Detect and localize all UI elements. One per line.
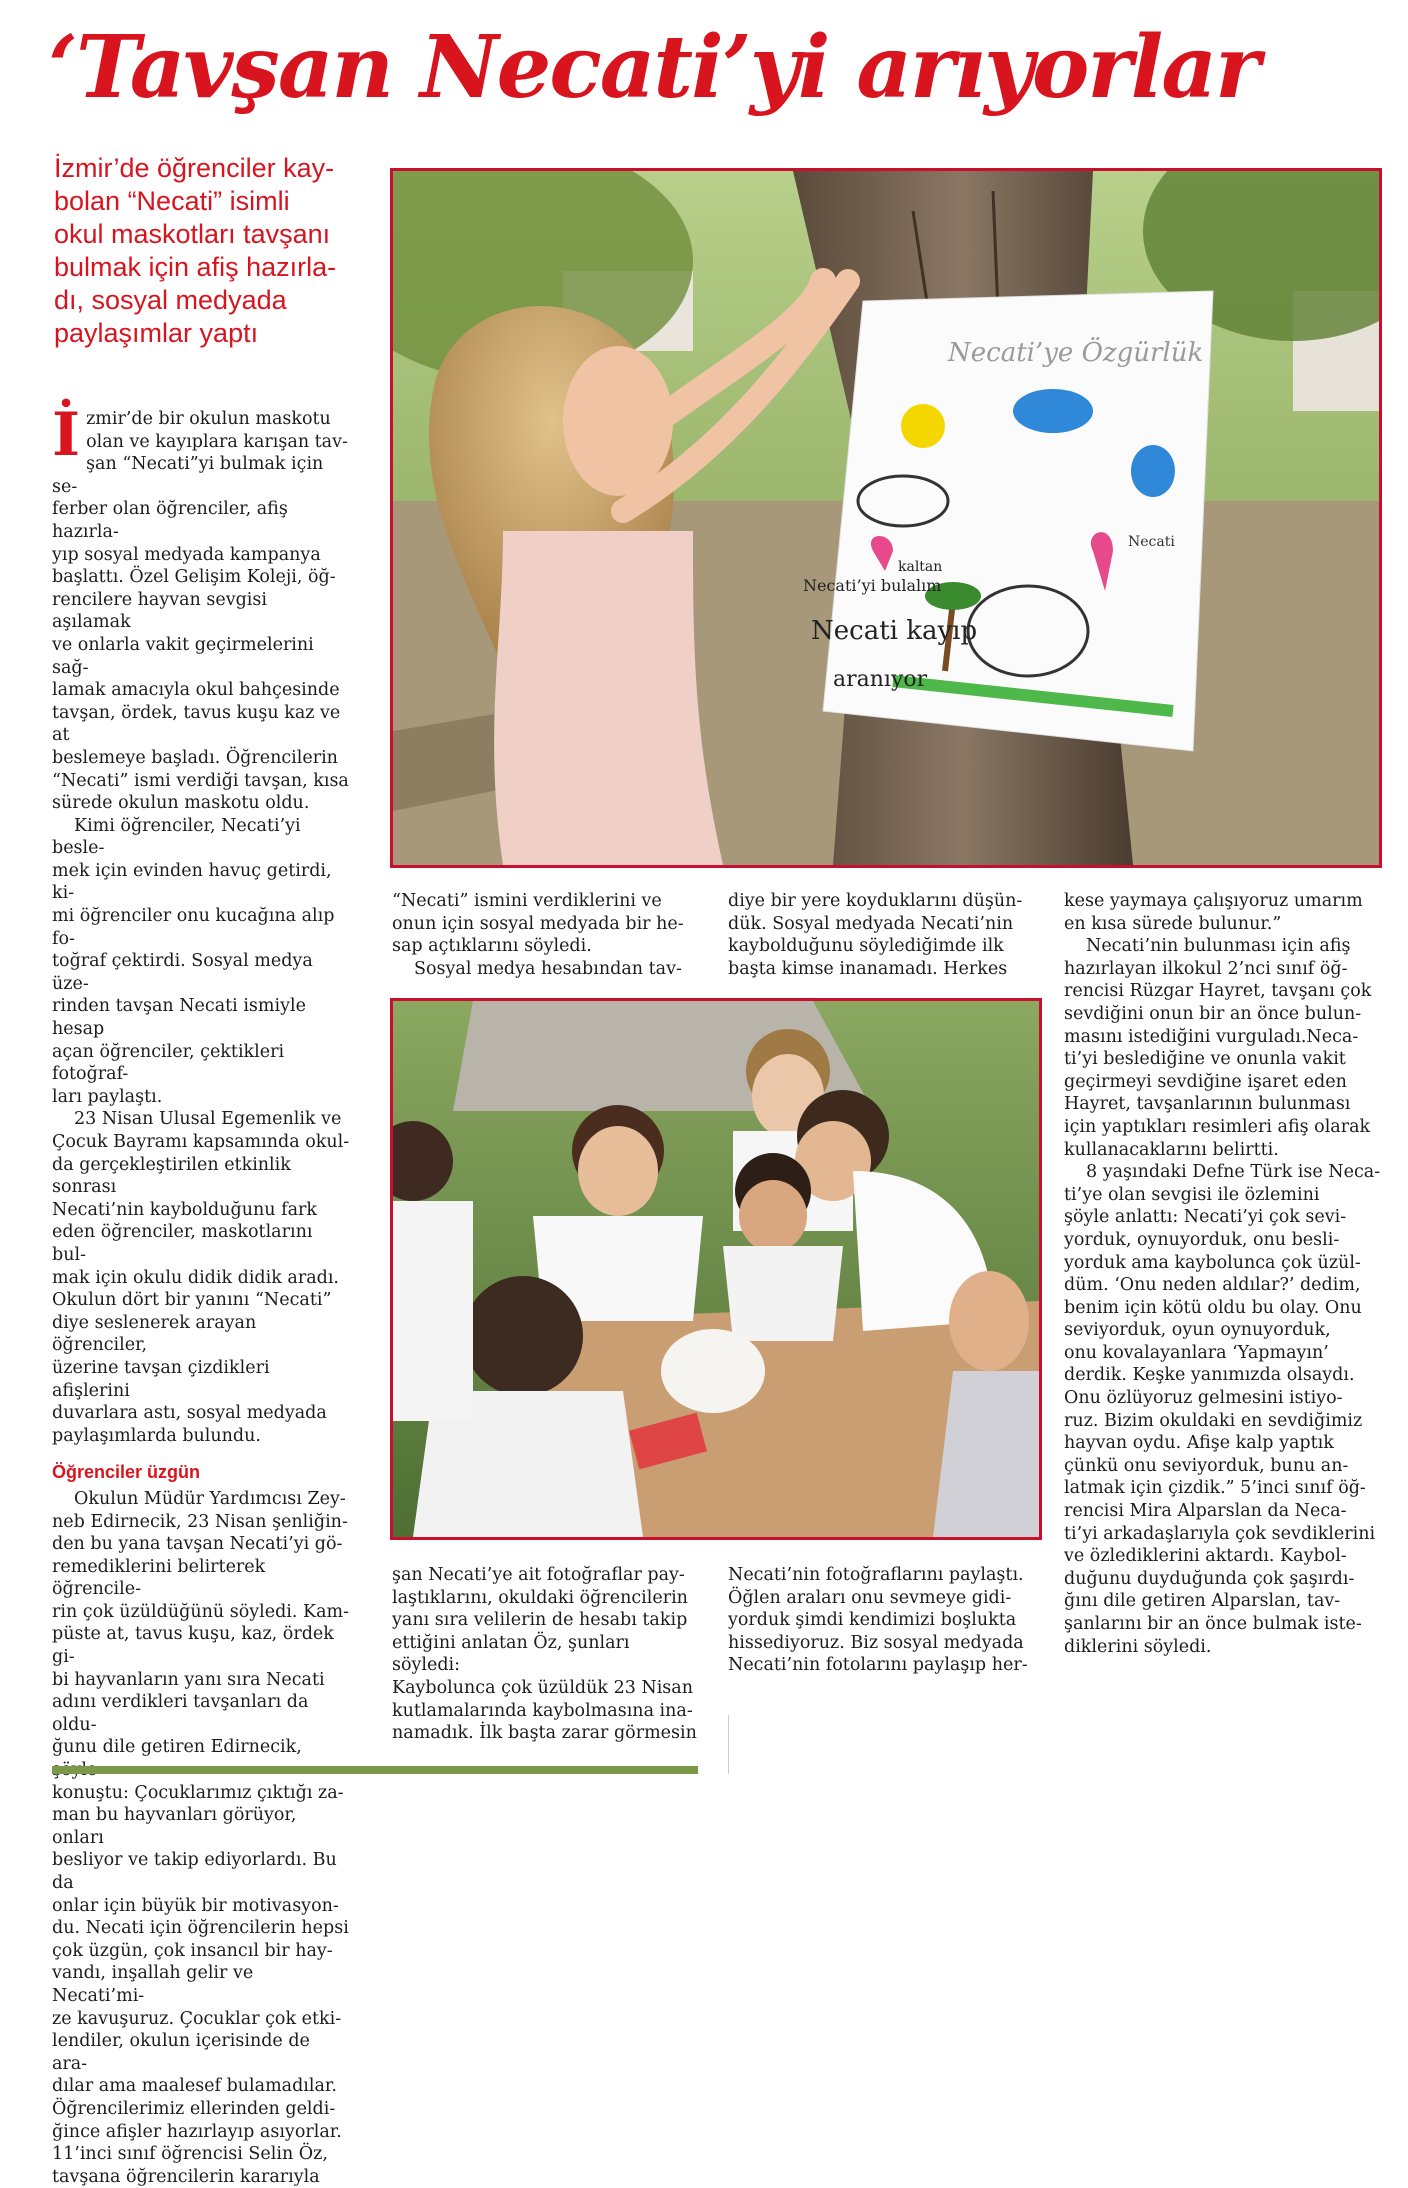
poster-note: Necati kayıp: [811, 616, 978, 646]
text-line: sevdiğini onun bir an önce bulun-: [1064, 1003, 1362, 1024]
text-line: rencisi Rüzgar Hayret, tavşanı çok: [1064, 981, 1372, 1002]
text-line: ve özlediklerini aktardı. Kaybol-: [1064, 1546, 1347, 1567]
text-line: Sosyal medya hesabından tav-: [414, 958, 682, 979]
text-line: açan öğrenciler, çektikleri fotoğraf-: [52, 1041, 285, 1085]
text-line: hayvan oydu. Afişe kalp yaptık: [1064, 1433, 1334, 1454]
poster-title: Necati’ye Özgürlük: [948, 338, 1204, 368]
text-line: diye seslenerek arayan öğrenciler,: [52, 1312, 257, 1356]
text-line: Necati’nin fotolarını paylaşıp her-: [728, 1655, 1028, 1676]
photo-illustration: [393, 171, 1379, 865]
text-line: seviyorduk, oyun oynuyorduk,: [1064, 1320, 1331, 1341]
paragraph: [1064, 1161, 1382, 1658]
text-line: lendiler, okulun içerisinde de ara-: [52, 2031, 310, 2074]
text-line: onlar için büyük bir motivasyon-: [52, 1895, 339, 1916]
deck-line: paylaşımlar yaptı: [54, 318, 259, 348]
text-line: neb Edirnecik, 23 Nisan şenliğin-: [52, 1511, 348, 1532]
text-line: hissediyoruz. Biz sosyal medyada: [728, 1632, 1024, 1653]
article-column-1: [52, 400, 350, 2188]
text-line: en kısa sürede bulunur.”: [1064, 913, 1282, 934]
text-line: paylaşımlarda bulundu.: [52, 1425, 261, 1446]
text-line: remediklerini belirterek öğrencile-: [52, 1556, 266, 1600]
text-line: laştıklarını, okuldaki öğrencilerin: [392, 1587, 688, 1608]
text-line: Çocuk Bayramı kapsamında okul-: [52, 1132, 350, 1152]
text-line: Necati’nin kaybolduğunu fark: [52, 1199, 317, 1220]
text-line: ruz. Bizim okuldaki en sevdiğimiz: [1064, 1410, 1363, 1431]
text-line: Hayret, tavşanlarının bulunması: [1064, 1094, 1351, 1115]
text-line: Kimi öğrenciler, Necati’yi besle-: [52, 815, 301, 859]
deck-line: İzmir’de öğrenciler kay-: [54, 153, 335, 183]
text-line: yorduk, oynuyorduk, onu besli-: [1064, 1229, 1340, 1250]
text-line: dılar ama maalesef bulamadılar.: [52, 2076, 337, 2097]
text-line: duğunu duyduğunda çok şaşırdı-: [1064, 1568, 1355, 1589]
text-line: geçirmeyi sevdiğine işaret eden: [1064, 1071, 1347, 1092]
text-line: başlattı. Özel Gelişim Koleji, öğ-: [52, 567, 336, 588]
text-line: ğunu dile getiren Edirnecik,: [52, 1737, 302, 1758]
article-column-2-bottom: [392, 1564, 702, 1745]
text-line: vandı, inşallah gelir ve Necati’mi-: [52, 1963, 254, 2006]
text-line: rinden tavşan Necati ismiyle hesap: [52, 996, 306, 1040]
deck-line: dı, sosyal medyada: [54, 285, 287, 315]
article-headline: ‘Tavşan Necati’yi arıyorlar: [48, 17, 1259, 118]
paragraph: [1064, 890, 1382, 935]
text-line: yanı sıra velilerin de hesabı takip: [392, 1610, 688, 1631]
text-line: toğraf çektirdi. Sosyal medya üze-: [52, 951, 313, 994]
text-line: dük. Sosyal medyada Necati’nin: [728, 913, 1014, 934]
text-line: du. Necati için öğrencilerin hepsi: [52, 1918, 349, 1939]
text-line: yorduk ama kaybolunca çok üzül-: [1064, 1252, 1361, 1273]
paragraph: [392, 890, 692, 958]
text-line: başta kimse inanamadı. Herkes: [728, 958, 1008, 979]
text-line: Necati’nin bulunması için afiş: [1086, 936, 1351, 957]
text-line: yorduk şimdi kendimizi boşlukta: [728, 1610, 1017, 1631]
poster-note: Necati’yi bulalım: [803, 576, 942, 595]
text-line: ti’ye olan sevgisi ile özlemini: [1064, 1184, 1320, 1205]
deck-line: okul maskotları tavşanı: [54, 219, 331, 249]
text-line: da gerçekleştirilen etkinlik sonrası: [52, 1154, 291, 1198]
text-line: bi hayvanların yanı sıra Necati: [52, 1669, 325, 1690]
text-line: tavşan, ördek, tavus kuşu kaz ve at: [52, 702, 341, 746]
text-line: “Necati” ismi verdiği tavşan, kısa: [52, 770, 349, 791]
column-divider: [728, 1715, 729, 1774]
text-line: Okulun Müdür Yardımcısı Zey-: [74, 1488, 346, 1509]
article-column-3-top: [728, 890, 1038, 980]
text-line: Necati’nin fotoğraflarını paylaştı.: [728, 1565, 1024, 1585]
paragraph: [52, 400, 350, 815]
text-line: rin çok üzüldüğünü söyledi. Kam-: [52, 1601, 350, 1622]
text-line: çok üzgün, çok insancıl bir hay-: [52, 1940, 333, 1961]
photo-students-with-rabbit: [390, 998, 1042, 1540]
text-line: için yaptıkları resimleri afiş olarak: [1064, 1116, 1371, 1137]
article-column-4: [1064, 890, 1382, 1658]
text-line: sürede okulun maskotu oldu.: [52, 793, 310, 814]
text-line: ğince afişler hazırlayıp asıyorlar.: [52, 2121, 342, 2142]
text-line: ğını dile getiren Alparslan, tav-: [1064, 1591, 1341, 1612]
text-line: besliyor ve takip ediyorlardı. Bu da: [52, 1850, 337, 1893]
drop-cap: İ: [52, 400, 81, 470]
text-line: duvarlara astı, sosyal medyada: [52, 1403, 327, 1424]
paragraph: [392, 1564, 702, 1745]
text-line: düm. ‘Onu neden aldılar?’ dedim,: [1064, 1275, 1361, 1296]
text-line: Kaybolunca çok üzüldük 23 Nisan: [392, 1677, 693, 1698]
text-line: Onu özlüyoruz gelmesini istiyo-: [1064, 1388, 1343, 1409]
article-column-2-top: [392, 890, 692, 980]
text-line: yıp sosyal medyada kampanya: [52, 544, 321, 565]
text-line: ti’yi beslediğine ve onunla vakit: [1064, 1049, 1346, 1070]
text-line: püste at, tavus kuşu, kaz, ördek gi-: [52, 1624, 334, 1668]
poster-note: Necati: [1128, 534, 1175, 550]
text-line: ti’yi arkadaşlarıyla çok sevdiklerini: [1064, 1523, 1376, 1544]
paragraph: [52, 1108, 350, 1447]
text-line: konuştu: Çocuklarımız çıktığı za-: [52, 1782, 344, 1803]
paragraph: [728, 1564, 1038, 1677]
text-line: mi öğrenciler onu kucağına alıp fo-: [52, 906, 335, 949]
text-line: kutlamalarında kaybolmasına ina-: [392, 1700, 693, 1721]
text-line: diklerini söyledi.: [1064, 1636, 1212, 1657]
text-line: tavşana öğrencilerin kararıyla: [52, 2166, 320, 2187]
poster-note: kaltan: [898, 559, 943, 575]
text-line: Öğrencilerimiz ellerinden geldi-: [52, 2098, 336, 2119]
text-line: şan “Necati”yi bulmak için se-: [52, 454, 324, 497]
text-line: den bu yana tavşan Necati’yi gö-: [52, 1534, 343, 1555]
text-line: mek için evinden havuç getirdi, ki-: [52, 860, 332, 904]
text-line: latmak için çizdik.” 5’inci sınıf öğ-: [1064, 1478, 1366, 1499]
text-line: kaybolduğunu söylediğimde ilk: [728, 936, 1004, 957]
text-line: “Necati” ismini verdiklerini ve: [392, 891, 662, 911]
text-line: ettiğini anlatan Öz, şunları söyledi:: [392, 1632, 630, 1676]
section-subhead: Öğrenciler üzgün: [52, 1462, 201, 1483]
text-line: 23 Nisan Ulusal Egemenlik ve: [74, 1109, 342, 1130]
text-line: ları paylaştı.: [52, 1086, 163, 1107]
text-line: çünkü onu seviyorduk, bunu an-: [1064, 1455, 1349, 1476]
photo-illustration: [393, 1001, 1039, 1537]
text-line: Okulun dört bir yanını “Necati”: [52, 1290, 332, 1311]
text-line: ze kavuşuruz. Çocuklar çok etki-: [52, 2008, 342, 2029]
text-line: ferber olan öğrenciler, afiş hazırla-: [52, 499, 288, 542]
photo-girl-hanging-poster: [390, 168, 1382, 868]
text-line: olan ve kayıplara karışan tav-: [86, 431, 348, 452]
next-photo-edge: [52, 1766, 698, 1774]
text-line: derdik. Keşke yanımızda olsaydı.: [1064, 1365, 1355, 1386]
paragraph: [728, 890, 1038, 980]
text-line: ve onlarla vakit geçirmelerini sağ-: [52, 634, 314, 678]
text-line: masını istediğini vurguladı.Neca-: [1064, 1026, 1359, 1047]
paragraph: [392, 958, 692, 981]
text-line: üzerine tavşan çizdikleri afişlerini: [52, 1357, 270, 1401]
paragraph: [1064, 935, 1382, 1161]
text-line: zmir’de bir okulun maskotu: [86, 409, 331, 429]
poster-note: aranıyor: [833, 667, 928, 692]
text-line: mak için okulu didik didik aradı.: [52, 1267, 339, 1288]
text-line: namadık. İlk başta zarar görmesin: [392, 1723, 697, 1744]
text-line: kese yaymaya çalışıyoruz umarım: [1064, 891, 1363, 911]
deck-line: bulmak için afiş hazırla-: [54, 252, 337, 282]
text-line: diye bir yere koyduklarını düşün-: [728, 891, 1023, 911]
text-line: onu kovalayanlara ‘Yapmayın’: [1064, 1342, 1329, 1363]
text-line: eden öğrenciler, maskotlarını bul-: [52, 1222, 313, 1265]
text-line: şanlarını bir an önce bulmak iste-: [1064, 1614, 1362, 1634]
text-line: hazırlayan ilkokul 2’nci sınıf öğ-: [1064, 958, 1348, 979]
text-line: lamak amacıyla okul bahçesinde: [52, 680, 340, 701]
text-line: 11’inci sınıf öğrencisi Selin Öz,: [52, 2144, 328, 2165]
text-line: Öğlen araları onu sevmeye gidi-: [728, 1587, 1012, 1608]
text-line: şan Necati’ye ait fotoğraflar pay-: [392, 1565, 685, 1585]
text-line: rencisi Mira Alparslan da Neca-: [1064, 1501, 1347, 1522]
text-line: onun için sosyal medyada bir he-: [392, 913, 684, 934]
deck-line: bolan “Necati” isimli: [54, 186, 290, 216]
text-line: beslemeye başladı. Öğrencilerin: [52, 747, 338, 768]
text-line: sap açtıklarını söyledi.: [392, 936, 592, 957]
text-line: kullanacaklarını belirtti.: [1064, 1139, 1279, 1160]
text-line: şöyle anlattı: Necati’yi çok sevi-: [1064, 1207, 1347, 1228]
text-line: adını verdikleri tavşanları da oldu-: [52, 1692, 309, 1735]
text-line: man bu hayvanları görüyor, onları: [52, 1805, 297, 1848]
text-line: rencilere hayvan sevgisi aşılamak: [52, 589, 267, 633]
article-deck: [54, 152, 354, 350]
article-column-3-bottom: [728, 1564, 1038, 1677]
paragraph: [52, 1488, 350, 2188]
paragraph: [52, 815, 350, 1109]
text-line: 8 yaşındaki Defne Türk ise Neca-: [1086, 1162, 1381, 1183]
text-line: benim için kötü oldu bu olay. Onu: [1064, 1297, 1362, 1318]
